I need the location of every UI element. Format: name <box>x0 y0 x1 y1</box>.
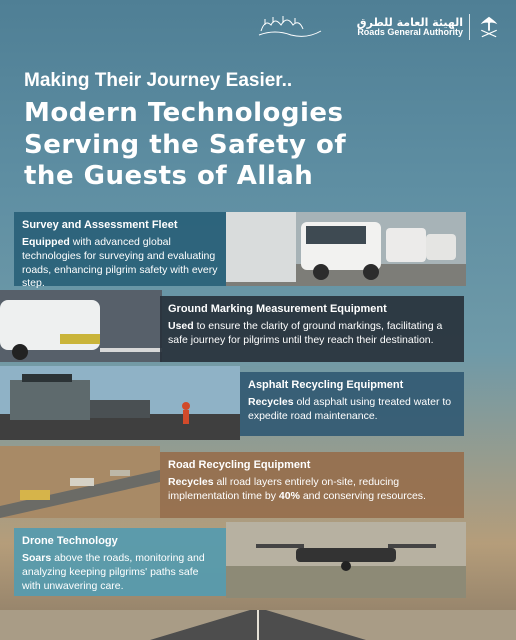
section-title: Drone Technology <box>22 535 118 547</box>
guests-of-allah-logo <box>255 13 325 39</box>
section-title: Road Recycling Equipment <box>168 459 311 471</box>
section-body: Recycles old asphalt using treated water to expedite road maintenance. <box>248 396 452 422</box>
section-survey-fleet <box>14 212 226 290</box>
section-body: Recycles all road layers entirely on-site, reducing implementation time by 40% and conserving resources. <box>168 476 426 502</box>
marking-equipment-image <box>0 290 162 362</box>
section-title: Ground Marking Measurement Equipment <box>168 303 387 315</box>
section-title: Survey and Assessment Fleet <box>22 219 178 231</box>
section-drone-technology <box>14 528 226 596</box>
palm-swords-emblem-icon <box>476 14 502 40</box>
asphalt-recycling-image <box>0 366 240 440</box>
authority-name-ar: الهيئة العامة للطرق <box>356 15 463 29</box>
headline <box>24 70 494 193</box>
rga-logo <box>357 12 502 42</box>
logo-bar <box>0 10 516 46</box>
road-recycling-image <box>0 446 160 518</box>
headline-title <box>24 98 494 193</box>
drone-image <box>226 522 466 598</box>
section-marking-equipment <box>160 296 464 362</box>
section-body: Equipped with advanced global technologies for surveying and evaluating roads, enhancing pilgrim safety with every step. <box>22 236 218 290</box>
road-strip-image <box>0 610 516 640</box>
authority-name-en: Roads General Authority <box>357 27 463 38</box>
headline-line-3: the Guests of Allah <box>24 161 314 192</box>
section-road-recycling <box>160 452 464 518</box>
section-title: Asphalt Recycling Equipment <box>248 379 404 391</box>
headline-line-1: Modern Technologies <box>24 98 344 128</box>
headline-subtitle: Making Their Journey Easier.. <box>24 70 293 91</box>
logo-divider <box>469 14 470 40</box>
headline-line-2: Serving the Safety of <box>24 129 347 160</box>
section-body: Used to ensure the clarity of ground markings, facilitating a safe journey for pilgrims until they reach their destination. <box>168 320 443 346</box>
section-asphalt-recycling <box>240 372 464 436</box>
section-body: Soars above the roads, monitoring and analyzing keeping pilgrims' paths safe with unwavering care. <box>22 552 205 592</box>
survey-vehicles-image <box>226 212 466 286</box>
